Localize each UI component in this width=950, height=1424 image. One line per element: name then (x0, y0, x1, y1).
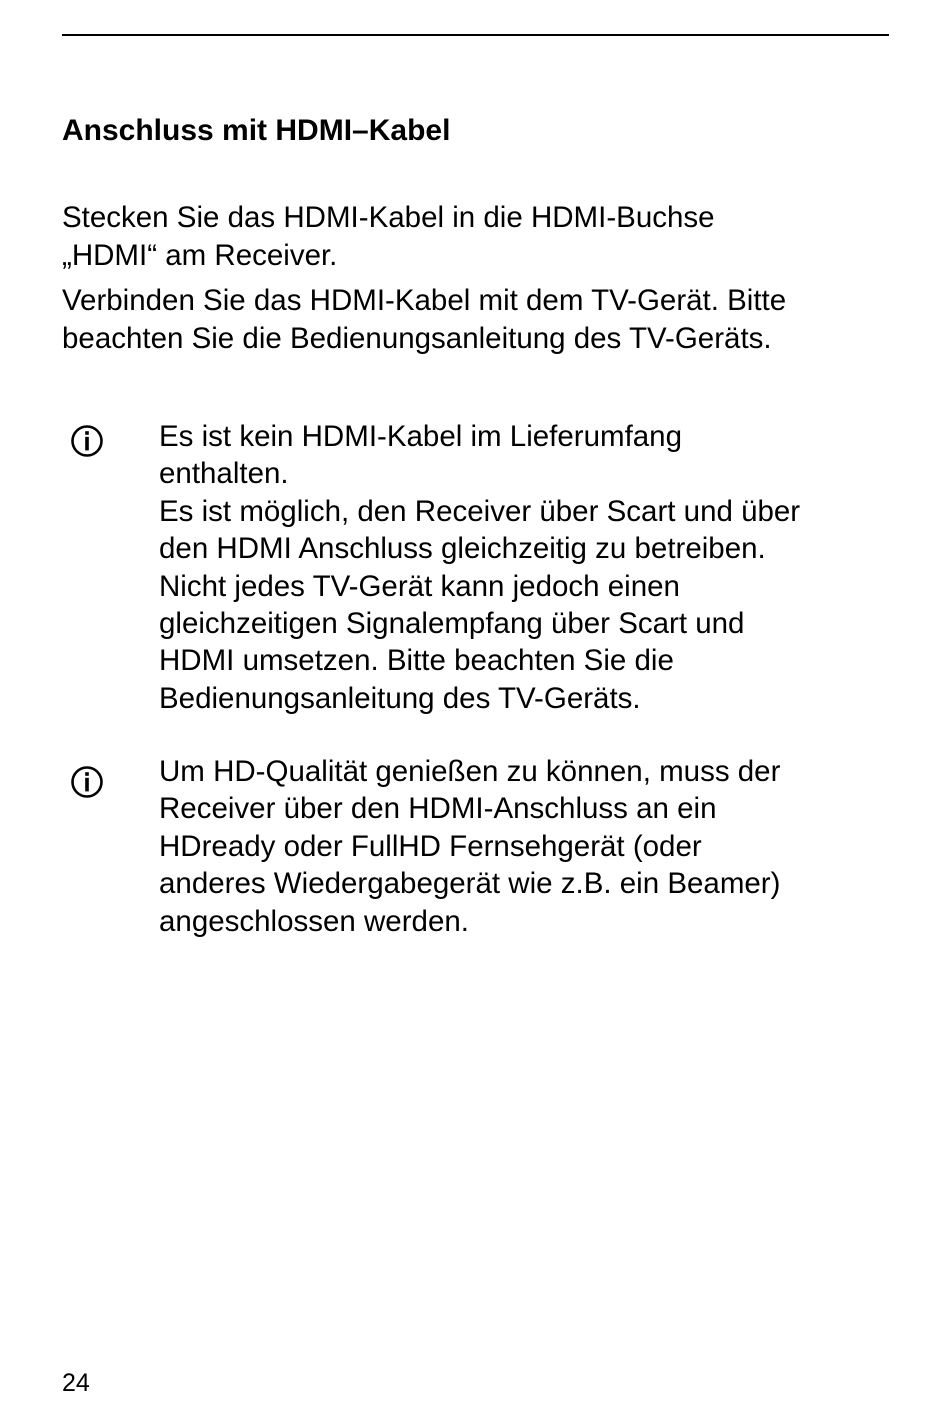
info-note-1 (159, 418, 889, 717)
text-line: Es ist kein HDMI-Kabel im Lieferumfang (159, 420, 682, 453)
text-line: beachten Sie die Bedienungsanleitung des TV-Geräts. (62, 321, 772, 355)
text-line: anderes Wiedergabegerät wie z.B. ein Beamer) (159, 867, 781, 901)
text-line: angeschlossen werden. (159, 904, 469, 938)
top-divider (62, 34, 889, 36)
info-icon (70, 424, 104, 458)
page-number: 24 (62, 1369, 90, 1397)
info-icon (70, 765, 104, 799)
text-line: Um HD-Qualität genießen zu können, muss der (159, 755, 781, 788)
intro-paragraph-1 (62, 199, 892, 274)
text-line: Bedienungsanleitung des TV-Geräts. (159, 681, 641, 715)
text-line: enthalten. (159, 457, 289, 491)
text-line: den HDMI Anschluss gleichzeitig zu betreiben. (159, 532, 766, 566)
text-line: Nicht jedes TV-Gerät kann jedoch einen (159, 569, 680, 603)
info-note-2 (159, 753, 889, 940)
text-line: HDready oder FullHD Fernsehgerät (oder (159, 829, 702, 863)
text-line: Stecken Sie das HDMI-Kabel in die HDMI-Buchse (62, 201, 715, 234)
text-line: „HDMI“ am Receiver. (62, 238, 338, 272)
section-heading: Anschluss mit HDMI–Kabel (62, 114, 451, 147)
intro-paragraph-2 (62, 282, 892, 357)
text-line: gleichzeitigen Signalempfang über Scart und (159, 607, 745, 641)
text-line: Verbinden Sie das HDMI-Kabel mit dem TV-Gerät. Bitte (62, 284, 787, 317)
text-line: Receiver über den HDMI-Anschluss an ein (159, 792, 717, 826)
text-line: HDMI umsetzen. Bitte beachten Sie die (159, 644, 674, 678)
text-line: Es ist möglich, den Receiver über Scart und über (159, 494, 801, 528)
